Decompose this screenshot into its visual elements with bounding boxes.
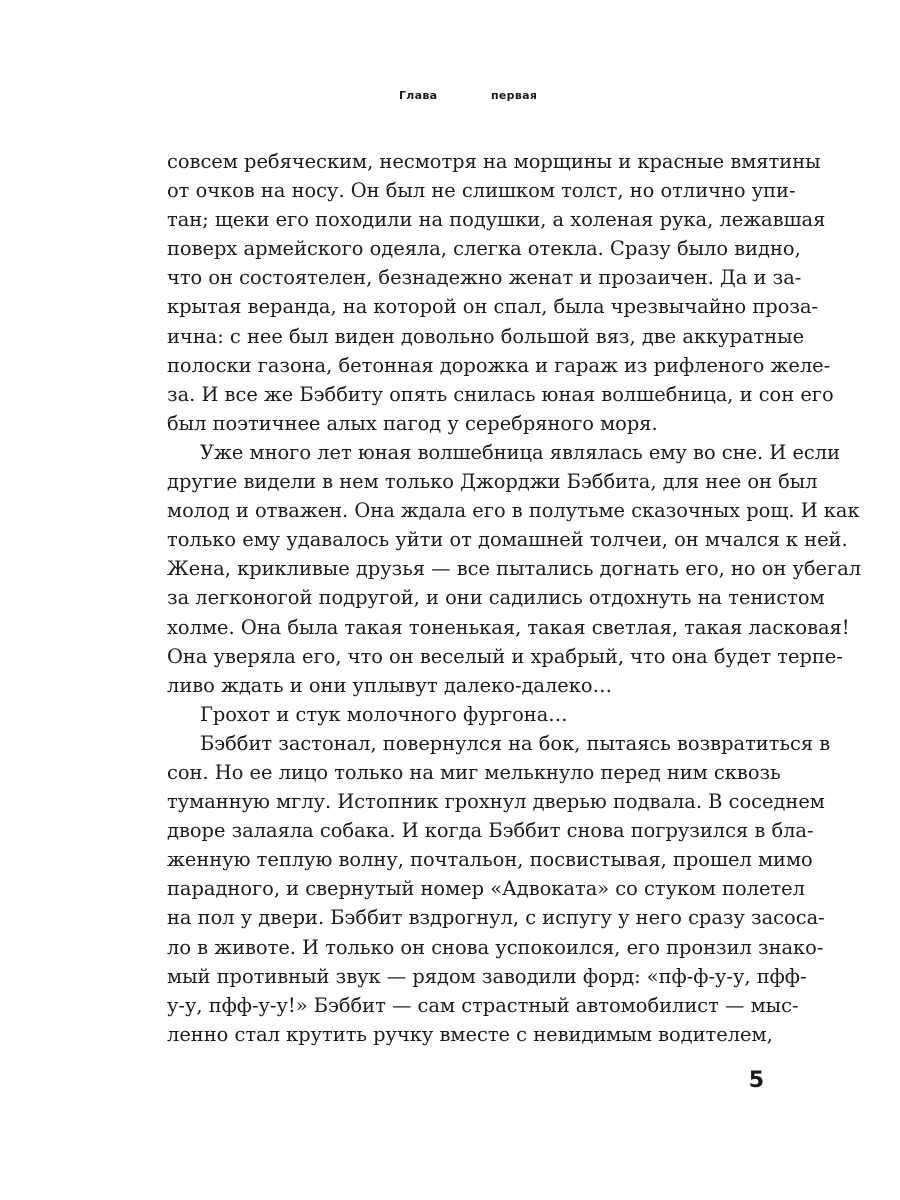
text-line: туманную мглу. Истопник грохнул дверью подвала. В соседнем <box>167 790 825 814</box>
text-line: крытая веранда, на которой он спал, была чрезвычайно проза- <box>167 295 819 319</box>
text-line: холме. Она была такая тоненькая, такая светлая, такая ласковая! <box>167 615 850 639</box>
text-line: молод и отважен. Она ждала его в полутьме сказочных рощ. И как <box>167 499 860 523</box>
text-line: за. И все же Бэббиту опять снилась юная волшебница, и сон его <box>167 382 834 406</box>
text-line: только ему удавалось уйти от домашней толчеи, он мчался к ней. <box>167 528 848 552</box>
header-chapter-word: Глава <box>399 89 438 102</box>
text-line: совсем ребяческим, несмотря на морщины и красные вмятины <box>167 150 821 173</box>
body-text <box>167 147 862 1049</box>
text-line: Жена, крикливые друзья — все пытались догнать его, но он убегал <box>167 557 862 581</box>
text-line: у-у, пфф-у-у!» Бэббит — сам страстный автомобилист — мыс- <box>167 993 799 1017</box>
text-line: парадного, и свернутый номер «Адвоката» со стуком полетел <box>167 877 805 901</box>
text-line: ливо ждать и они уплывут далеко-далеко… <box>167 673 612 697</box>
text-line: Она уверяла его, что он веселый и храбрый, что она будет терпе- <box>167 644 843 668</box>
text-line: полоски газона, бетонная дорожка и гараж из рифленого желе- <box>167 353 831 377</box>
text-line: ло в животе. И только он снова успокоился, его пронзил знако- <box>167 935 824 959</box>
text-line: Уже много лет юная волшебница являлась ему во сне. И если <box>200 440 841 464</box>
text-line: что он состоятелен, безнадежно женат и прозаичен. Да и за- <box>167 266 802 290</box>
text-line: сон. Но ее лицо только на миг мелькнуло перед ним сквозь <box>167 760 781 784</box>
header-chapter-number: первая <box>491 89 538 102</box>
text-line: Бэббит застонал, повернулся на бок, пытаясь возвратиться в <box>200 731 831 755</box>
text-line: Грохот и стук молочного фургона… <box>200 702 568 726</box>
text-line: ична: с нее был виден довольно большой вяз, две аккуратные <box>167 324 805 348</box>
text-line: другие видели в нем только Джорджи Бэббита, для нее он был <box>167 470 818 494</box>
text-line: поверх армейского одеяла, слегка отекла. Сразу было видно, <box>167 237 801 261</box>
text-line: был поэтичнее алых пагод у серебряного моря. <box>167 411 658 435</box>
text-line: за легконогой подругой, и они садились отдохнуть на тенистом <box>167 586 825 610</box>
text-line: женную теплую волну, почтальон, посвистывая, прошел мимо <box>167 848 813 872</box>
text-line: дворе залаяла собака. И когда Бэббит снова погрузился в бла- <box>167 819 814 843</box>
text-line: мый противный звук — рядом заводили форд: «пф-ф-у-у, пфф- <box>167 964 807 988</box>
text-line: ленно стал крутить ручку вместе с невидимым водителем, <box>167 1022 773 1046</box>
text-line: от очков на носу. Он был не слишком толст, но отлично упи- <box>167 179 796 203</box>
page-number: 5 <box>748 1068 764 1093</box>
text-line: на пол у двери. Бэббит вздрогнул, с испугу у него сразу засоса- <box>167 906 825 930</box>
text-line: тан; щеки его походили на подушки, а холеная рука, лежавшая <box>167 208 826 232</box>
running-header <box>0 89 900 109</box>
